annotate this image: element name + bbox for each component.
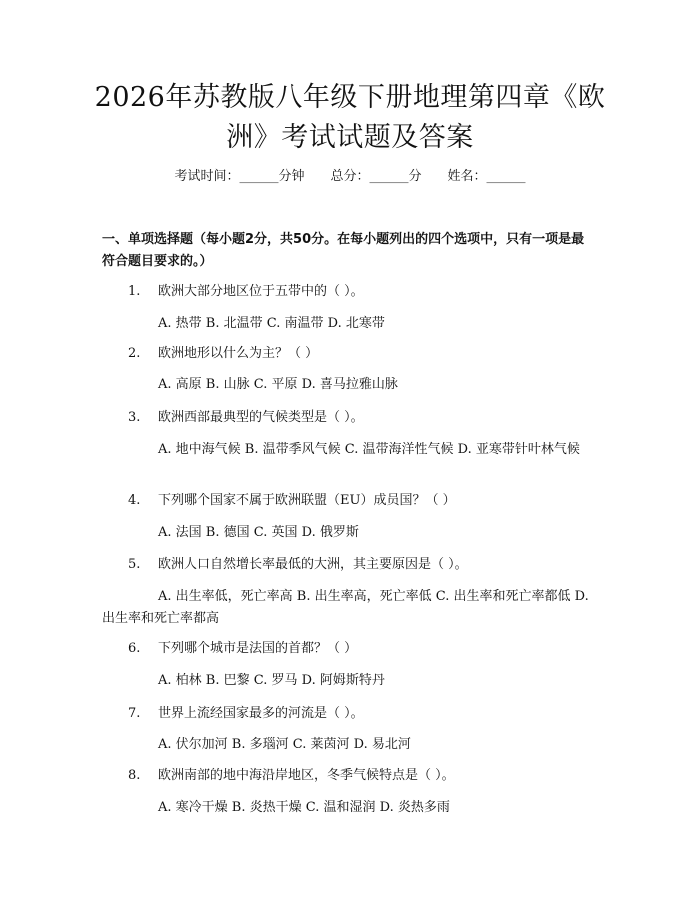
exam-time-label: 考试时间：______分钟 — [174, 169, 305, 184]
question-text: 欧洲南部的地中海沿岸地区，冬季气候特点是（ ）。 — [158, 768, 455, 783]
question-text: 欧洲大部分地区位于五带中的（ ）。 — [158, 284, 364, 299]
question-number: 3. — [128, 410, 141, 425]
question-number: 4. — [128, 493, 141, 508]
document-title: 2026年苏教版八年级下册地理第四章《欧洲》考试试题及答案 — [94, 82, 606, 153]
section-heading: 一、单项选择题（每小题2分，共50分。在每小题列出的四个选项中，只有一项是最符合题目要求的。） — [102, 232, 585, 269]
exam-meta — [0, 168, 700, 186]
question-number: 1. — [128, 284, 141, 299]
question-number: 6. — [128, 641, 141, 656]
question-options: A. 寒冷干燥 B. 炎热干燥 C. 温和湿润 D. 炎热多雨 — [158, 800, 450, 815]
question-options: A. 地中海气候 B. 温带季风气候 C. 温带海洋性气候 D. 亚寒带针叶林气候 — [158, 442, 580, 457]
question-text: 世界上流经国家最多的河流是（ ）。 — [158, 706, 364, 721]
question-options: A. 伏尔加河 B. 多瑙河 C. 莱茵河 D. 易北河 — [158, 737, 411, 752]
question-text: 欧洲地形以什么为主？（ ） — [158, 346, 319, 361]
question-text: 下列哪个城市是法国的首都？（ ） — [158, 641, 358, 656]
question-text: 欧洲人口自然增长率最低的大洲，其主要原因是（ ）。 — [158, 557, 468, 572]
question-options: A. 柏林 B. 巴黎 C. 罗马 D. 阿姆斯特丹 — [158, 673, 385, 688]
question-text: 欧洲西部最典型的气候类型是（ ）。 — [158, 410, 364, 425]
question-text: 下列哪个国家不属于欧洲联盟（EU）成员国？（ ） — [158, 493, 456, 508]
question-number: 2. — [128, 346, 141, 361]
question-number: 5. — [128, 557, 141, 572]
student-name-label: 姓名：______ — [447, 169, 526, 184]
question-number: 7. — [128, 706, 141, 721]
question-options: A. 热带 B. 北温带 C. 南温带 D. 北寒带 — [158, 316, 385, 331]
total-score-label: 总分：______分 — [330, 169, 422, 184]
question-number: 8. — [128, 768, 141, 783]
question-options: A. 高原 B. 山脉 C. 平原 D. 喜马拉雅山脉 — [158, 377, 398, 392]
question-options: A. 法国 B. 德国 C. 英国 D. 俄罗斯 — [158, 525, 359, 540]
question-options: A. 出生率低，死亡率高 B. 出生率高，死亡率低 C. 出生率和死亡率都低 D. 出生率和死亡率都高 — [102, 589, 589, 626]
